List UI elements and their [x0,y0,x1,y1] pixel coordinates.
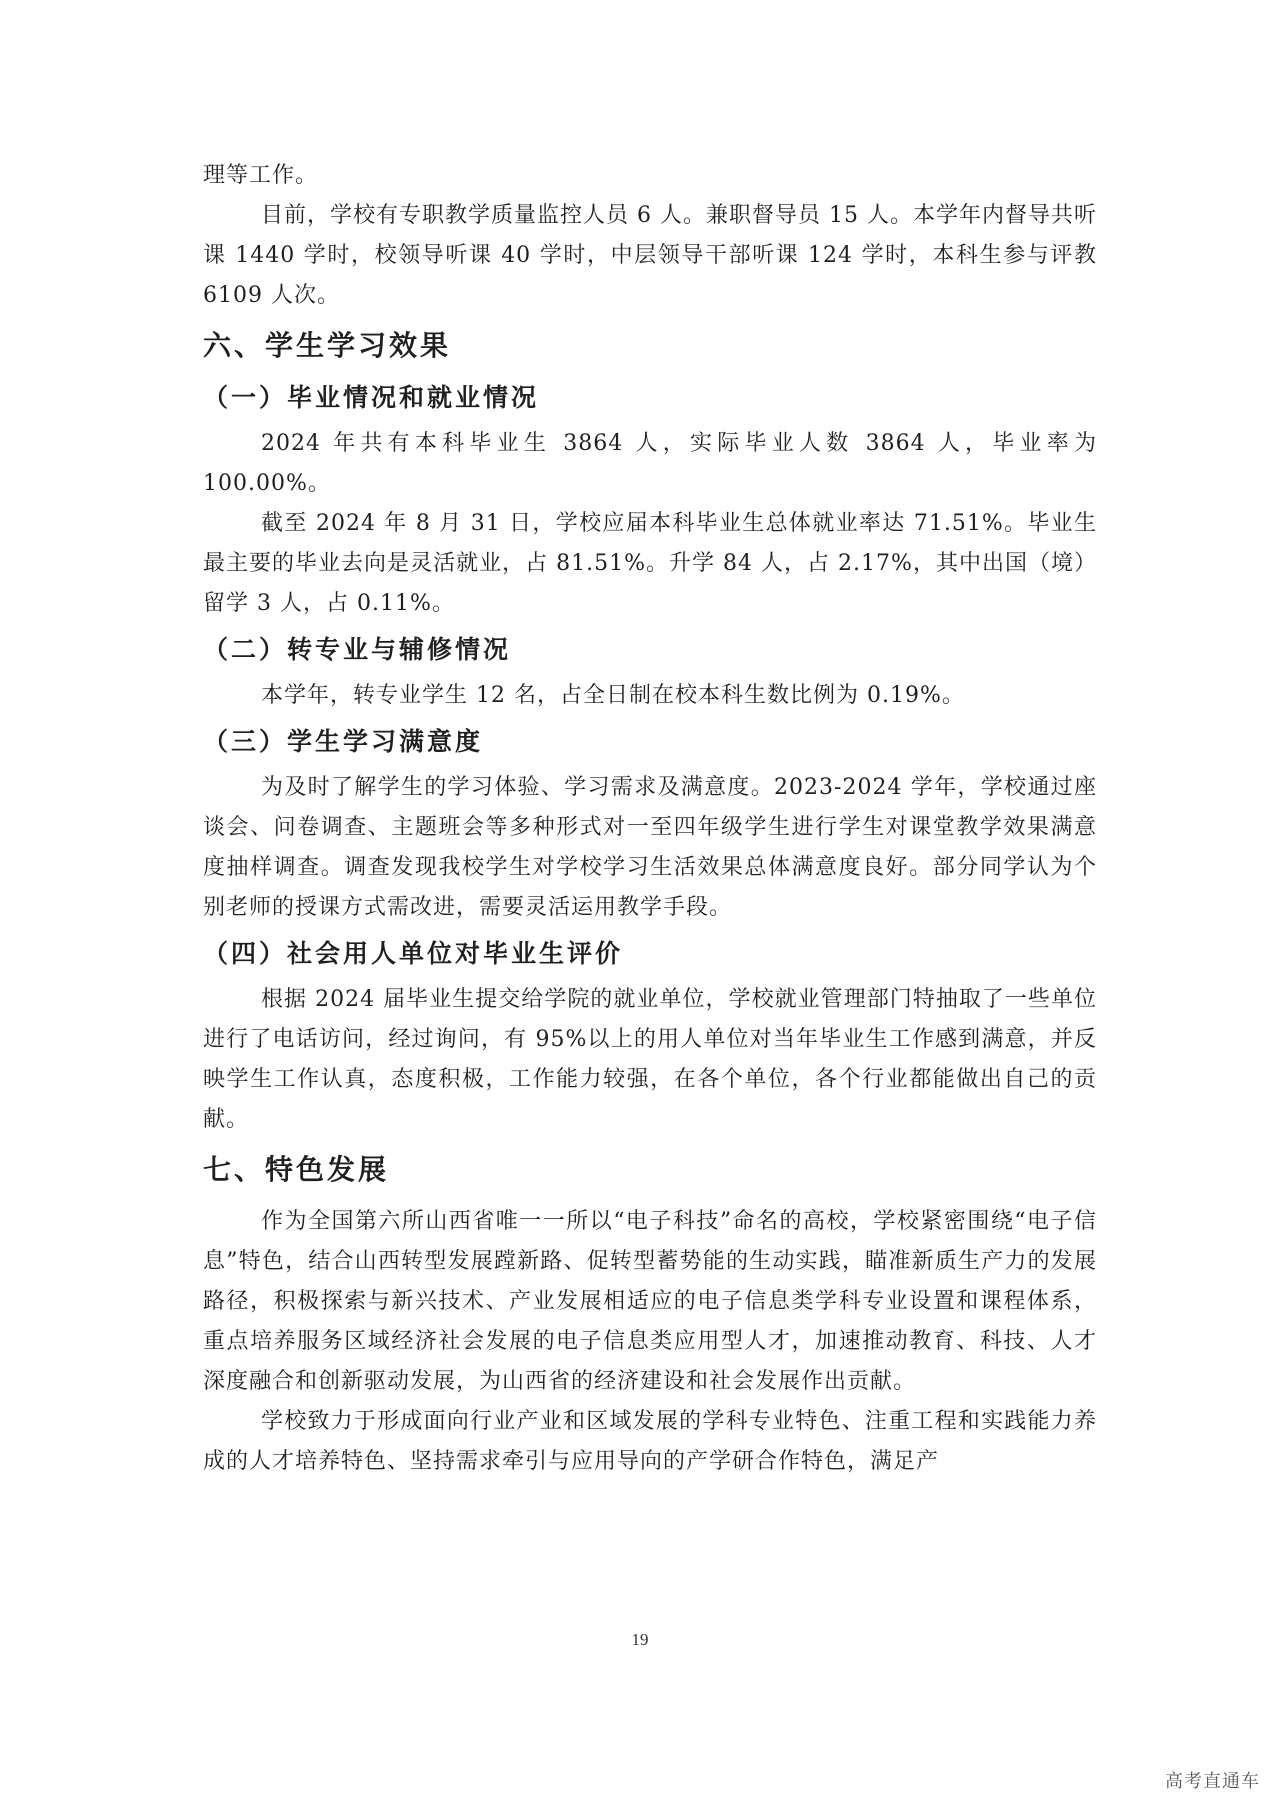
subsection-heading: （四）社会用人单位对毕业生评价 [203,939,624,968]
section-heading: 七、特色发展 [203,1153,390,1186]
section-heading: 六、学生学习效果 [203,329,452,362]
paragraph: 截至 2024 年 8 月 31 日，学校应届本科毕业生总体就业率达 71.51%。毕业生最主要的毕业去向是灵活就业，占 81.51%。升学 84 人，占 2.17%，其中出国（境）留学 3 人，占 0.11%。 [203,511,1097,616]
paragraph: 目前，学校有专职教学质量监控人员 6 人。兼职督导员 15 人。本学年内督导共听课 1440 学时，校领导听课 40 学时，中层领导干部听课 124 学时，本科生参与评教 6109 人次。 [203,203,1097,308]
document-body [203,156,1097,1482]
paragraph: 根据 2024 届毕业生提交给学院的就业单位，学校就业管理部门特抽取了一些单位进行了电话访问，经过询问，有 95%以上的用人单位对当年毕业生工作感到满意，并反映学生工作认真，态度积极，工作能力较强，在各个单位，各个行业都能做出自己的贡献。 [203,987,1097,1132]
paragraph: 2024 年共有本科毕业生 3864 人，实际毕业人数 3864 人，毕业率为 100.00%。 [203,431,1097,496]
watermark-text: 高考直通车 [1165,1771,1260,1792]
subsection-heading: （三）学生学习满意度 [203,727,484,756]
paragraph: 学校致力于形成面向行业产业和区域发展的学科专业特色、注重工程和实践能力养成的人才培养特色、坚持需求牵引与应用导向的产学研合作特色，满足产 [203,1409,1097,1474]
paragraph: 理等工作。 [203,163,319,188]
subsection-heading: （二）转专业与辅修情况 [203,635,512,664]
paragraph: 作为全国第六所山西省唯一一所以“电子科技”命名的高校，学校紧密围绕“电子信息”特色，结合山西转型发展蹚新路、促转型蓄势能的生动实践，瞄准新质生产力的发展路径，积极探索与新兴技术、产业发展相适应的电子信息类学科专业设置和课程体系，重点培养服务区域经济社会发展的电子信息类应用型人才，加速推动教育、科技、人才深度融合和创新驱动发展，为山西省的经济建设和社会发展作出贡献。 [203,1209,1097,1394]
subsection-heading: （一）毕业情况和就业情况 [203,383,540,412]
paragraph: 为及时了解学生的学习体验、学习需求及满意度。2023-2024 学年，学校通过座谈会、问卷调查、主题班会等多种形式对一至四年级学生进行学生对课堂教学效果满意度抽样调查。调查发现我校学生对学校学习生活效果总体满意度良好。部分同学认为个别老师的授课方式需改进，需要灵活运用教学手段。 [203,775,1097,920]
page-number: 19 [631,1630,649,1649]
paragraph: 本学年，转专业学生 12 名，占全日制在校本科生数比例为 0.19%。 [261,683,965,708]
